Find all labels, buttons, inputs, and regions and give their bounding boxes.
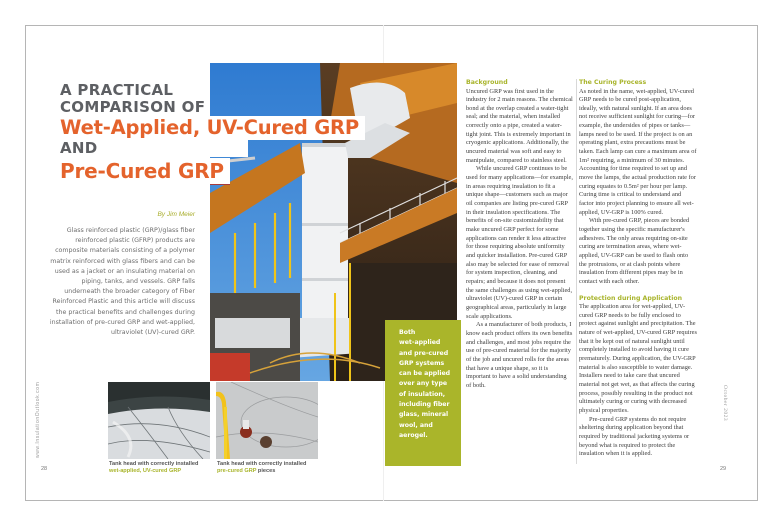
title-line-4: AND [60, 140, 248, 157]
text-column-background [466, 79, 573, 390]
pull-quote-line: including fiber [399, 401, 450, 409]
section-heading-curing-process: The Curing Process [579, 79, 647, 86]
body-paragraph: Pre-cured GRP systems do not require sheltering during application beyond that required by traditional jacketing systems or beyond what is required to protect the insulation when it is applied. [579, 415, 690, 458]
body-paragraph: While uncured GRP continues to be used for many applications—for example, in areas requiring insulation to fit a unique shape—customers such as major oil companies are listing pre-cured GRP in their insulation specifications. The benefits of on-site customizability that make uncured GRP perfect for some applications can render it less attractive for those requiring absolute uniformity and quicker installation. Pre-cured GRP also may be selected for ease of removal for system inspection, cleaning, and repairs; and because it does not present the same challenges as using wet-applied, ultraviolet (UV)-cured GRP in certain geographical areas, particularly in large scale applications. [466, 165, 573, 320]
caption-text: Tank head with correctly installed [217, 461, 307, 467]
pull-quote-line: GRP systems [399, 359, 445, 367]
section-heading-protection: Protection during Application [579, 294, 683, 302]
pull-quote-line: can be applied [399, 370, 451, 378]
title-line-5: Pre-Cured GRP [60, 158, 230, 184]
photo-wet-applied-tank-head [108, 382, 210, 459]
pull-quote-line: over any type [399, 380, 448, 388]
photo-pre-cured-tank-head [216, 382, 318, 459]
title-line-2: COMPARISON OF [60, 98, 206, 116]
body-paragraph: As a manufacturer of both products, I know each product offers its own benefits and challenges, and most jobs require the use of pre-cured material for the majority of the job and uncured rolls for the areas that have a unique shape, so it is important to have a solid understanding of both. [466, 321, 573, 389]
author-byline: By Jim Meier [157, 211, 195, 218]
pull-quote-line: and pre-cured [399, 349, 449, 357]
caption-text: Tank head with correctly installed [109, 461, 199, 467]
section-heading-background: Background [466, 79, 508, 86]
issue-date: October 2023 [722, 385, 728, 422]
body-paragraph: As noted in the name, wet-applied, UV-cured GRP needs to be cured post-application, ideally, with natural sunlight. If an area does not receive sufficient sunlight for curing—for example, the undersides of pipes or tanks—lamps need to be used. If the project is on an operating plant, extra precautions must be taken. Each lamp can cure a maximum area of 1m² requiring, a minimum of 30 minutes. Accounting for time required to set up and move the lamps, the actual production rate for curing equates to 0.5m² per hour per lamp. Curing time is critical to understand and factor into project planning to ensure all wet-applied, UV-GRP is 100% cured. [579, 87, 697, 216]
body-paragraph: The application area for wet-applied, UV-cured GRP needs to be fully enclosed to protect against sunlight and precipitation. The nature of wet-applied, UV-cured GRP requires that it be kept out of natural sunlight until completely installed to avoid having it cure prematurely. During application, the UV-GRP material is also susceptible to water damage. Installers need to take care that uncured material not get wet, as that affects the curing process, possibly resulting in the product not ultimately curing or curing with decreased physical properties. [579, 303, 697, 414]
title-line-1: A PRACTICAL [60, 81, 174, 99]
body-paragraph: With pre-cured GRP, pieces are bonded together using the specific manufacturer's adhesives. The only areas requiring on-site curing are termination areas, where wet-applied, UV-GRP can be used to flash onto the protrusions, or at clash points where insulation from different pipes may be in contact with each other. [579, 217, 690, 285]
page-number-right: 29 [720, 466, 727, 472]
pull-quote [385, 320, 461, 466]
page-number-left: 28 [41, 466, 48, 472]
photo-caption-wet-applied [109, 461, 198, 475]
body-paragraph: Uncured GRP was first used in the industry for 2 main reasons. The chemical bond at the overlap created a water-tight seal; and the material, when installed correctly onto a pipe, created a water-tight joint. This is extremely important in cryogenic applications. Additionally, the uncured material was soft and easy to manipulate, compared to stainless steel. [466, 87, 573, 164]
pull-quote-line: aerogel. [399, 431, 428, 439]
photo-caption-pre-cured [217, 461, 306, 475]
caption-highlight: wet-applied, UV-cured GRP [109, 468, 182, 474]
article-title [60, 82, 365, 184]
website-url: www.InsulationOutlook.com [35, 381, 41, 458]
pull-quote-line: glass, mineral [399, 411, 449, 419]
text-column-curing-protection [579, 79, 697, 459]
pull-quote-line: wet-applied [399, 339, 441, 347]
caption-highlight: pre-cured GRP [217, 468, 257, 474]
intro-paragraph: Glass reinforced plastic (GRP)/glass fiber reinforced plastic (GFRP) products are composite materials consisting of a polymer matrix reinforced with glass fibers and can be used as a jacket or an insulating material on piping, tanks, and vessels. GRP falls underneath the broader category of Fiber Reinforced Plastic and this article will discuss the practical benefits and challenges during installation of pre-cured GRP and wet-applied, ultraviolet (UV)-cured GRP. [49, 227, 195, 337]
pull-quote-line: of insulation, [399, 390, 446, 398]
pull-quote-line: Both [399, 329, 416, 336]
pull-quote-line: wool, and [399, 421, 433, 429]
title-line-3: Wet-Applied, UV-Cured GRP [60, 116, 365, 140]
caption-suffix: pieces [256, 468, 276, 474]
column-divider [576, 79, 577, 464]
